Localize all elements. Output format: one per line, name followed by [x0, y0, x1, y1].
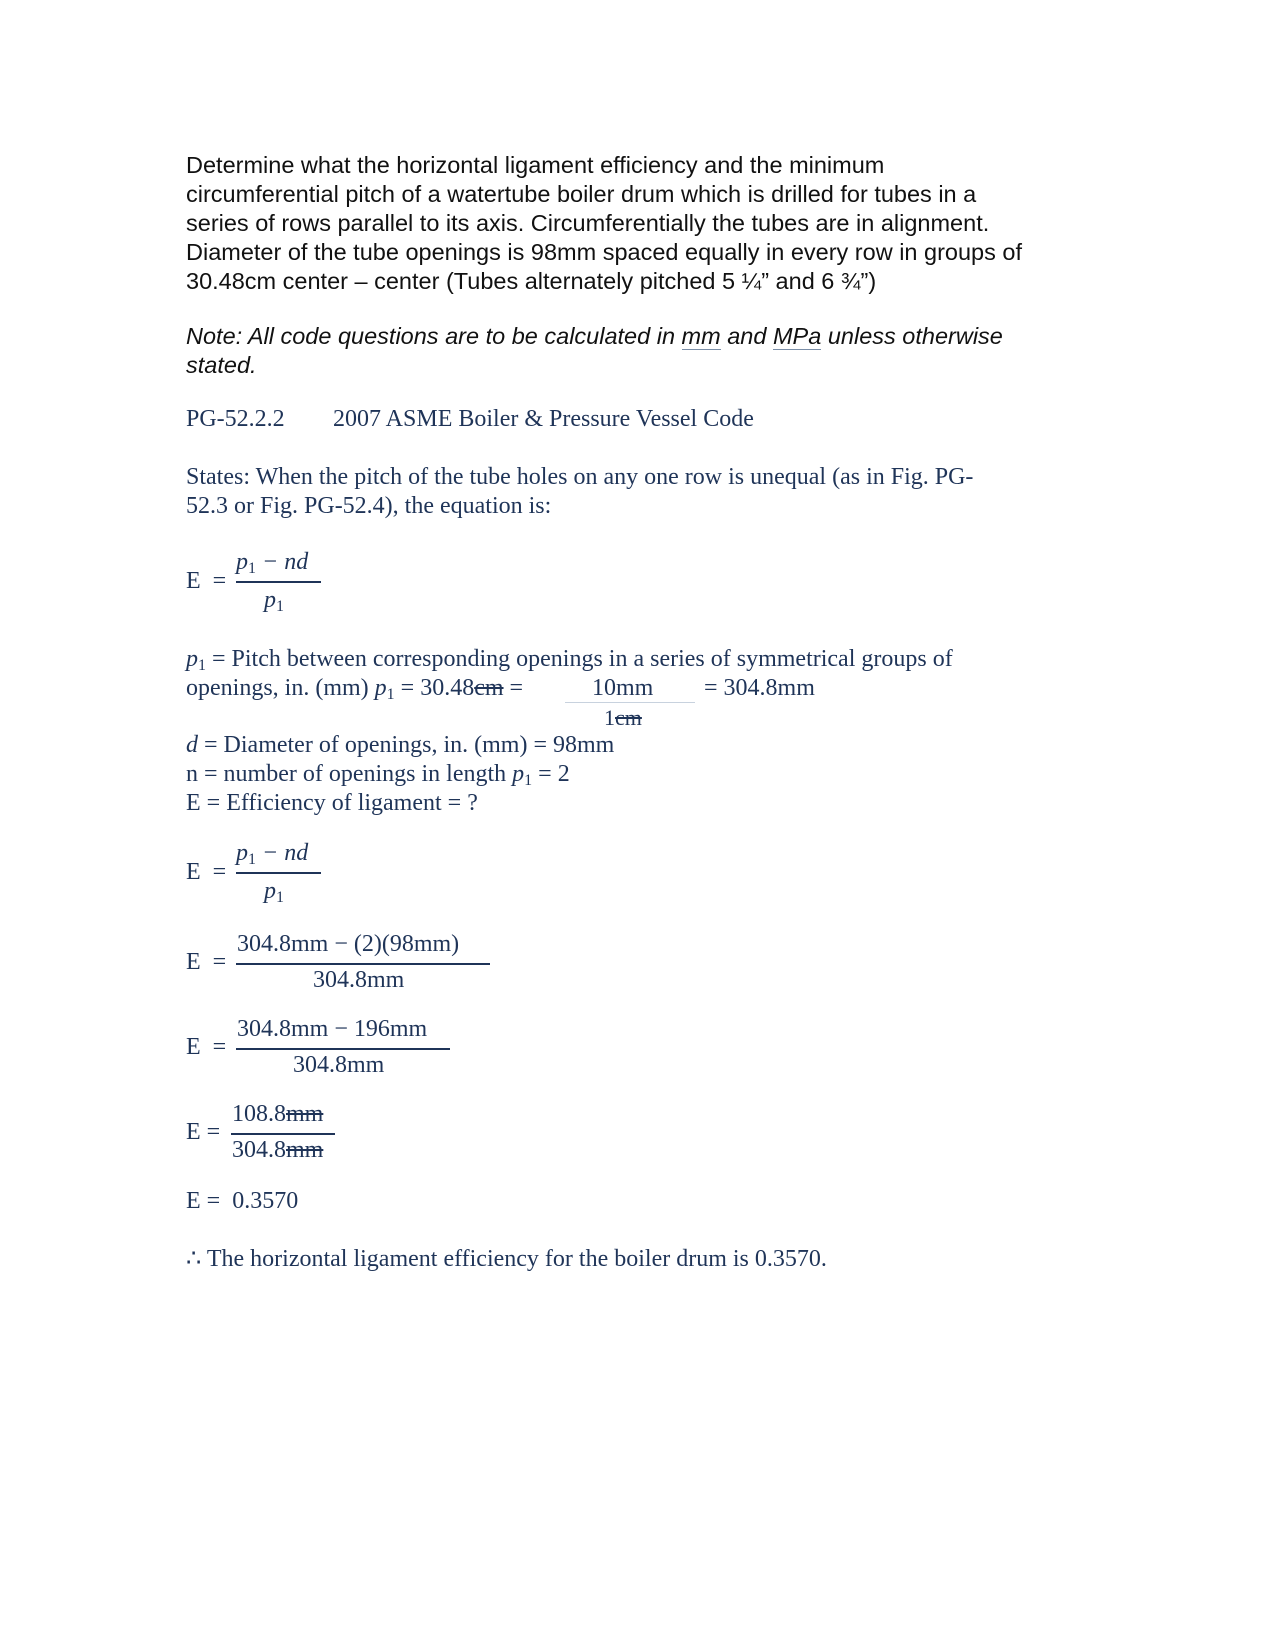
result-line [186, 1187, 298, 1216]
lhs-symbol: E [186, 1188, 201, 1214]
numerator-rest: − nd [256, 840, 309, 866]
code-section: PG-52.2.2 [186, 406, 285, 432]
lhs-symbol: E [186, 1034, 201, 1060]
lhs-symbol: E [186, 568, 201, 594]
equals-sign: = [212, 949, 227, 975]
definition-text: = Pitch between corresponding openings in a series of symmetrical groups of [206, 646, 953, 672]
problem-statement [186, 151, 1206, 296]
definition-n [186, 760, 570, 791]
result-value: 0.3570 [232, 1188, 299, 1214]
note [186, 322, 1206, 380]
p1-result: = 304.8mm [704, 675, 815, 701]
problem-line: Determine what the horizontal ligament efficiency and the minimum [186, 152, 885, 178]
unit-mm: mm [681, 323, 721, 349]
d-symbol: d [186, 732, 198, 758]
fraction-denominator [264, 877, 284, 908]
fraction-denominator: 304.8mm [293, 1052, 385, 1078]
fraction-bar [236, 1048, 450, 1050]
subscript: 1 [276, 889, 284, 906]
fraction-bar [231, 1133, 335, 1135]
fraction-bar [236, 581, 321, 583]
p-symbol: p [264, 878, 276, 904]
fraction-denominator [264, 586, 284, 617]
therefore-symbol: ∴ [186, 1246, 202, 1272]
subscript: 1 [524, 772, 533, 789]
definition-text: = Diameter of openings, in. (mm) = 98mm [198, 732, 615, 758]
subscript: 1 [248, 560, 256, 577]
problem-line: Diameter of the tube openings is 98mm spaced equally in every row in groups of [186, 239, 1023, 265]
states-line: States: When the pitch of the tube holes on any one row is unequal (as in Fig. PG- [186, 464, 974, 490]
fraction-numerator [236, 839, 308, 870]
lhs-symbol: E [186, 1119, 201, 1145]
note-text: Note: All code questions are to be calculated in [186, 323, 682, 349]
fraction-denominator [232, 1136, 323, 1165]
definition-p1-value [186, 674, 523, 705]
fraction-numerator: 304.8mm − 196mm [237, 1016, 428, 1042]
equals-sign: = [212, 1034, 227, 1060]
p-symbol: p [512, 761, 525, 787]
definition-d [186, 731, 614, 760]
conclusion-text: The horizontal ligament efficiency for the boiler drum is 0.3570. [201, 1246, 827, 1272]
equals-sign: = [212, 568, 227, 594]
lhs-symbol: E [186, 949, 201, 975]
conversion-numerator: 10mm [592, 675, 654, 701]
step-fraction [236, 1015, 450, 1085]
code-reference [186, 405, 285, 434]
p-symbol: p [374, 675, 387, 701]
p-symbol: p [264, 587, 276, 613]
definition-e: E = Efficiency of ligament = ? [186, 790, 478, 816]
fraction-bar [236, 872, 321, 874]
subscript: 1 [276, 598, 284, 615]
value-text: 304.8 [232, 1137, 286, 1163]
fraction-bar [236, 963, 490, 965]
definition-text: n = number of openings in length [186, 761, 513, 787]
states-paragraph [186, 463, 1226, 521]
equals-sign: = [206, 1119, 221, 1145]
p-symbol: p [236, 549, 248, 575]
p-symbol: p [236, 840, 248, 866]
value-text: = 30.48 [394, 675, 475, 701]
formula-lhs [186, 567, 226, 596]
equals-text: = [503, 675, 524, 701]
definition-text: openings, in. (mm) [186, 675, 375, 701]
lhs-symbol: E [186, 859, 201, 885]
note-text: unless otherwise [821, 323, 1003, 349]
definition-p1 [186, 645, 953, 676]
numerator-rest: − nd [256, 549, 309, 575]
formula-fraction [236, 548, 321, 618]
value-text: 108.8 [232, 1101, 286, 1127]
formula-fraction [236, 839, 321, 909]
fraction-denominator: 304.8mm [313, 967, 405, 993]
step-fraction [236, 930, 490, 1000]
states-line: 52.3 or Fig. PG-52.4), the equation is: [186, 493, 552, 519]
subscript: 1 [248, 851, 256, 868]
step-lhs [186, 948, 226, 977]
subscript: 1 [386, 686, 395, 703]
conversion-denominator [604, 703, 642, 732]
fraction-numerator [232, 1100, 323, 1129]
problem-line: circumferential pitch of a watertube boiler drum which is drilled for tubes in a [186, 181, 977, 207]
fraction-numerator: 304.8mm − (2)(98mm) [237, 931, 460, 957]
unit-mpa: MPa [772, 323, 822, 349]
code-title: 2007 ASME Boiler & Pressure Vessel Code [333, 406, 754, 432]
problem-line: 30.48cm center – center (Tubes alternately pitched 5 ¼” and 6 ¾”) [186, 268, 877, 294]
cancelled-unit: cm [615, 705, 642, 730]
conclusion [186, 1245, 827, 1274]
cancelled-unit: mm [286, 1137, 324, 1163]
value-text: = 2 [532, 761, 570, 787]
formula-lhs [186, 858, 226, 887]
cancelled-unit: cm [474, 675, 504, 701]
subscript: 1 [198, 657, 206, 674]
equals-sign: = [206, 1188, 221, 1214]
step-lhs [186, 1033, 226, 1062]
note-text: and [720, 323, 773, 349]
value-text: 1 [604, 705, 615, 730]
p-symbol: p [186, 646, 198, 672]
equals-sign: = [212, 859, 227, 885]
note-line [186, 322, 1206, 351]
step-fraction [231, 1100, 335, 1170]
fraction-numerator [236, 548, 308, 579]
cancelled-unit: mm [286, 1101, 324, 1127]
step-lhs [186, 1118, 220, 1147]
problem-line: series of rows parallel to its axis. Circumferentially the tubes are in alignment. [186, 210, 990, 236]
note-line: stated. [186, 352, 257, 378]
